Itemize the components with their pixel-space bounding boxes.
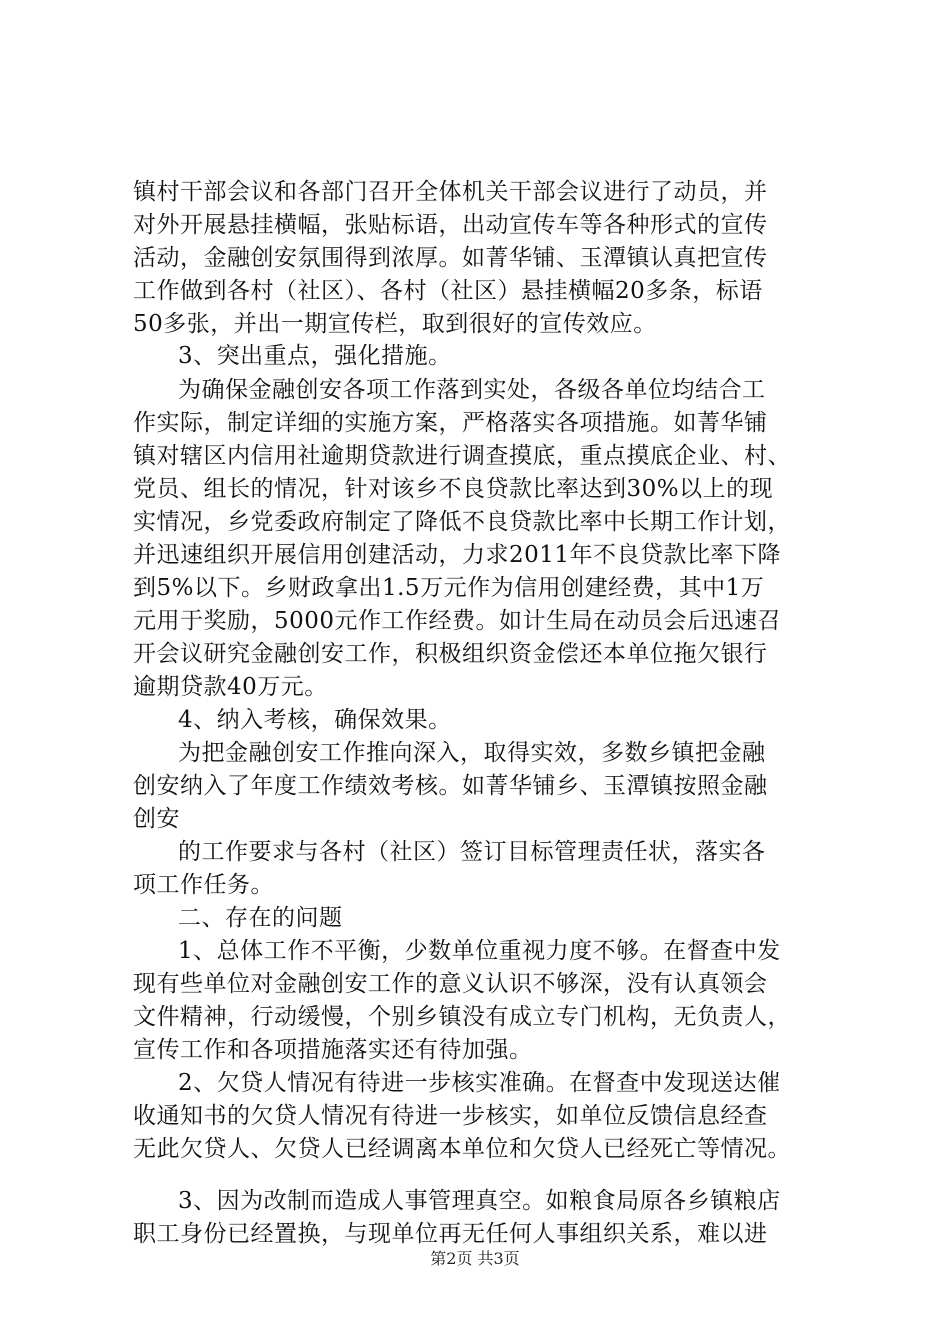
section-heading: 4、纳入考核，确保效果。 xyxy=(178,707,452,733)
text-line: 现有些单位对金融创安工作的意义认识不够深，没有认真领会 xyxy=(133,971,768,997)
text-line: 创安 xyxy=(133,806,180,832)
text-line: 逾期贷款40万元。 xyxy=(133,674,328,700)
text-line: 对外开展悬挂横幅，张贴标语，出动宣传车等各种形式的宣传 xyxy=(133,212,768,238)
page-number-footer: 第2页 共3页 xyxy=(430,1249,520,1268)
section-heading: 二、存在的问题 xyxy=(178,905,343,931)
text-line: 文件精神，行动缓慢，个别乡镇没有成立专门机构，无负责人， xyxy=(133,1004,791,1030)
text-line: 收通知书的欠贷人情况有待进一步核实，如单位反馈信息经查 xyxy=(133,1103,768,1129)
text-line: 实情况，乡党委政府制定了降低不良贷款比率中长期工作计划， xyxy=(133,509,791,535)
text-line: 元用于奖励，5000元作工作经费。如计生局在动员会后迅速召 xyxy=(133,608,782,634)
text-line: 活动，金融创安氛围得到浓厚。如菁华铺、玉潭镇认真把宣传 xyxy=(133,245,768,271)
text-line: 创安纳入了年度工作绩效考核。如菁华铺乡、玉潭镇按照金融 xyxy=(133,773,768,799)
text-line: 项工作任务。 xyxy=(133,872,274,898)
text-line: 镇对辖区内信用社逾期贷款进行调查摸底，重点摸底企业、村、 xyxy=(133,443,791,469)
text-line: 的工作要求与各村（社区）签订目标管理责任状，落实各 xyxy=(178,839,766,865)
text-line: 为确保金融创安各项工作落到实处，各级各单位均结合工 xyxy=(178,377,766,403)
text-line: 党员、组长的情况，针对该乡不良贷款比率达到30%以上的现 xyxy=(133,476,774,502)
text-line: 开会议研究金融创安工作，积极组织资金偿还本单位拖欠银行 xyxy=(133,641,768,667)
text-line: 无此欠贷人、欠贷人已经调离本单位和欠贷人已经死亡等情况。 xyxy=(133,1136,791,1162)
text-line: 镇村干部会议和各部门召开全体机关干部会议进行了动员，并 xyxy=(133,179,768,205)
text-line: 为把金融创安工作推向深入，取得实效，多数乡镇把金融 xyxy=(178,740,766,766)
text-line: 50多张，并出一期宣传栏，取到很好的宣传效应。 xyxy=(133,311,657,337)
text-line: 3、因为改制而造成人事管理真空。如粮食局原各乡镇粮店 xyxy=(178,1188,781,1214)
text-line: 到5%以下。乡财政拿出1.5万元作为信用创建经费，其中1万 xyxy=(133,575,765,601)
section-heading: 3、突出重点，强化措施。 xyxy=(178,343,452,369)
text-line: 作实际，制定详细的实施方案，严格落实各项措施。如菁华铺 xyxy=(133,410,768,436)
text-line: 职工身份已经置换，与现单位再无任何人事组织关系，难以进 xyxy=(133,1221,768,1247)
text-line: 1、总体工作不平衡，少数单位重视力度不够。在督查中发 xyxy=(178,938,781,964)
text-line: 工作做到各村（社区）、各村（社区）悬挂横幅20多条，标语 xyxy=(133,278,763,304)
text-line: 2、欠贷人情况有待进一步核实准确。在督查中发现送达催 xyxy=(178,1070,781,1096)
text-line: 并迅速组织开展信用创建活动，力求2011年不良贷款比率下降 xyxy=(133,542,782,568)
text-line: 宣传工作和各项措施落实还有待加强。 xyxy=(133,1037,533,1063)
